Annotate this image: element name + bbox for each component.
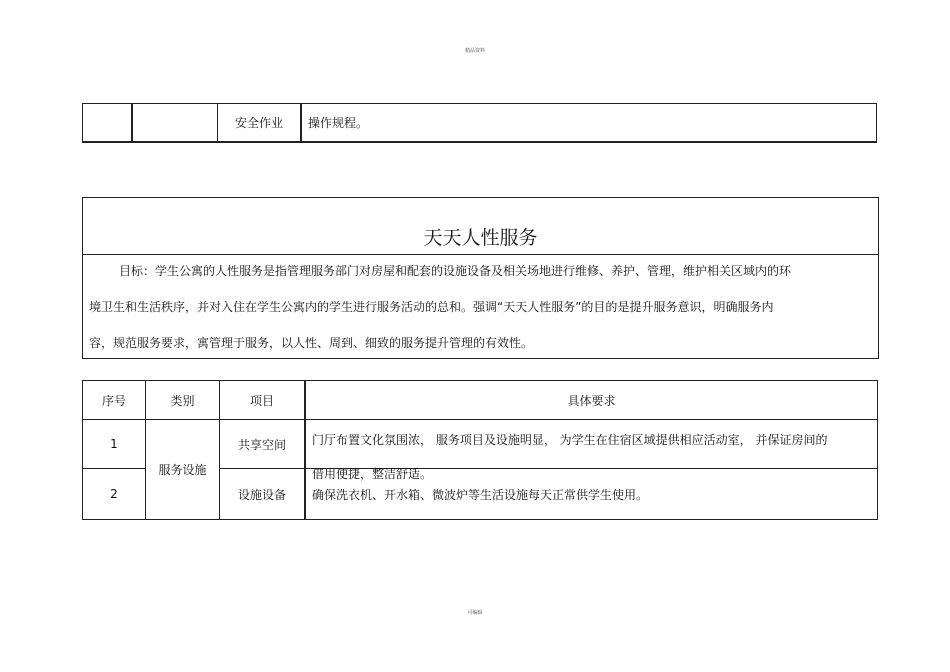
intro-text-line: 容，规范服务要求，寓管理于服务，以人性、周到、细致的服务提升管理的有效性。 bbox=[89, 336, 534, 350]
table-cell: 操作规程。 bbox=[301, 104, 877, 143]
page-header: 精品资料 bbox=[464, 48, 485, 54]
table-cell bbox=[83, 104, 133, 143]
divider bbox=[83, 254, 878, 255]
detail-cell bbox=[305, 469, 878, 520]
row-number: 2 bbox=[83, 469, 146, 520]
column-header: 具体要求 bbox=[305, 381, 878, 420]
column-header: 类别 bbox=[146, 381, 220, 420]
detail-text: 确保洗衣机、开水箱、微波炉等生活设施每天正常供学生使用。 bbox=[312, 488, 649, 502]
detail-text: 借用便捷，整洁舒适。 bbox=[312, 467, 433, 481]
table-cell: 安全作业 bbox=[218, 104, 302, 143]
intro-box bbox=[82, 197, 879, 359]
table-row bbox=[83, 104, 877, 143]
column-header: 项目 bbox=[220, 381, 306, 420]
intro-text-line: 境卫生和生活秩序，并对入住在学生公寓内的学生进行服务活动的总和。强调“天天人性服务”的目的是提升服务意识，明确服务内 bbox=[89, 300, 774, 314]
page-footer: 可编辑 bbox=[467, 610, 483, 616]
column-header: 序号 bbox=[83, 381, 146, 420]
intro-text-line: 目标：学生公寓的人性服务是指管理服务部门对房屋和配套的设施设备及相关场地进行维修、养护、管理，维护相关区域内的环 bbox=[119, 264, 792, 278]
table-header-row bbox=[83, 381, 878, 420]
category-cell: 服务设施 bbox=[146, 420, 220, 520]
detail-text: 门厅布置文化氛围浓， 服务项目及设施明显， 为学生在住宿区域提供相应活动室， 并保证房间的 bbox=[312, 433, 828, 447]
item-cell: 共享空间 bbox=[220, 420, 306, 469]
row-number: 1 bbox=[83, 420, 146, 469]
detail-cell bbox=[305, 420, 878, 481]
item-cell: 设施设备 bbox=[220, 469, 306, 520]
safety-table bbox=[82, 103, 877, 143]
table-cell bbox=[132, 104, 218, 143]
section-title: 天天人性服务 bbox=[423, 227, 538, 249]
table-row bbox=[83, 420, 878, 469]
service-table bbox=[82, 380, 878, 520]
